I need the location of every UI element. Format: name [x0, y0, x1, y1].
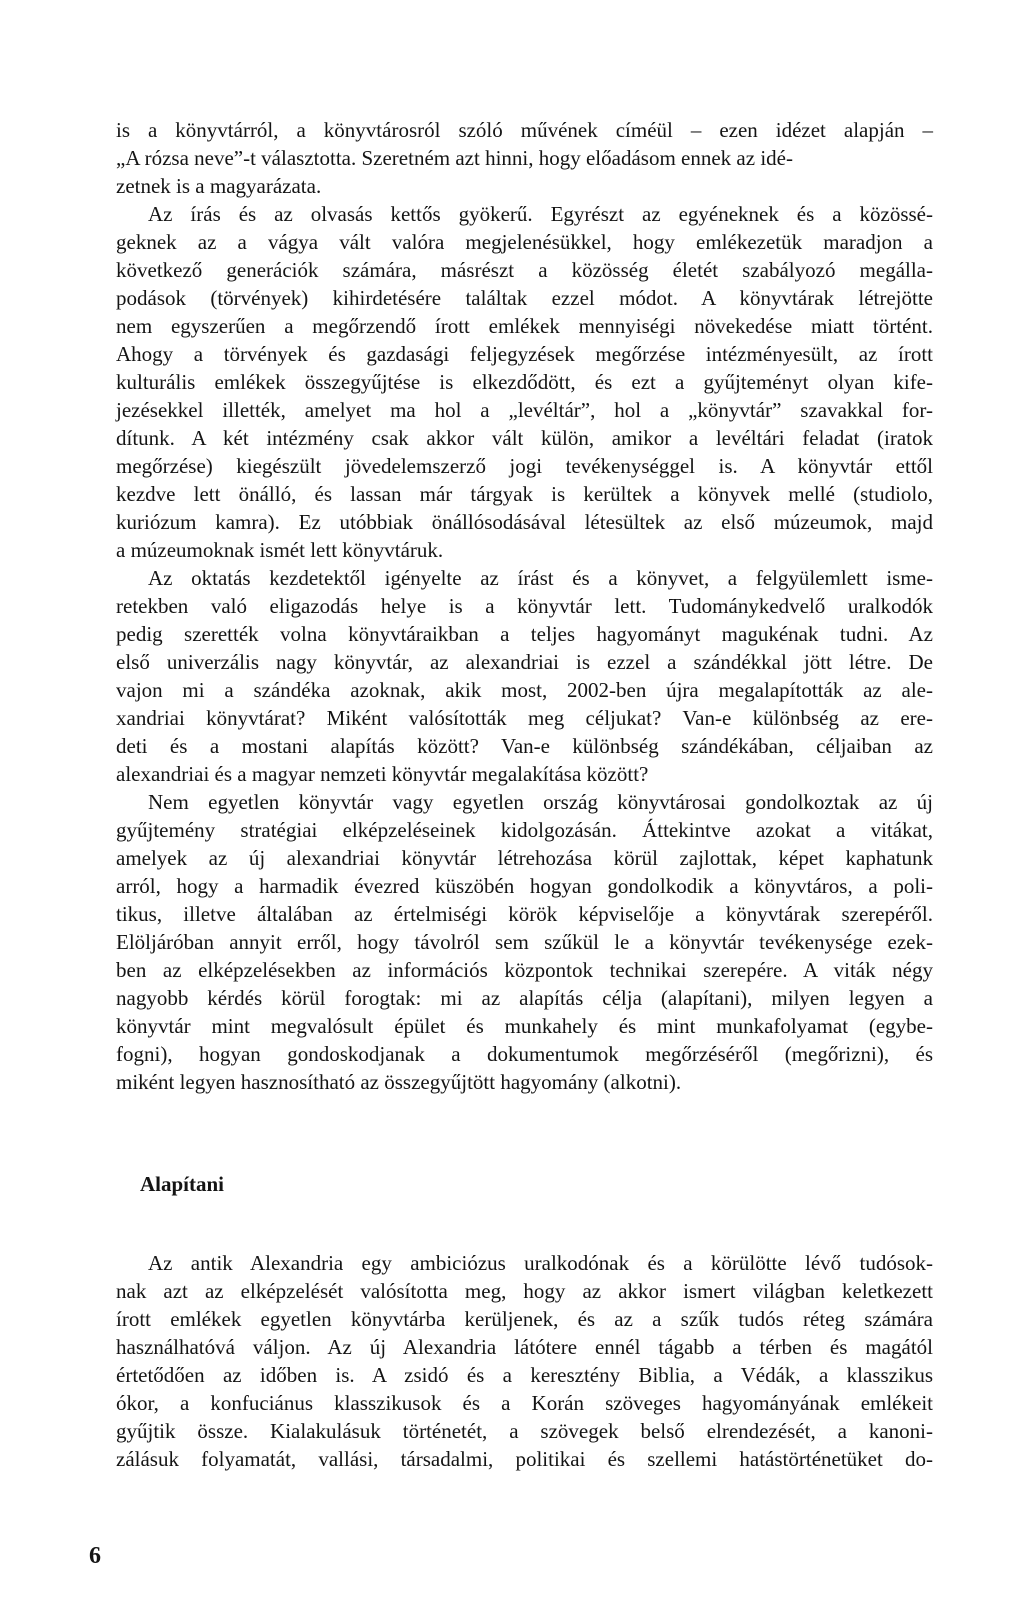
text-line: megőrzése) kiegészült jövedelemszerző jogi tevékenységgel is. A könyvtár ettől	[116, 454, 933, 478]
text-line: is a könyvtárról, a könyvtárosról szóló művének címéül – ezen idézet alapján –	[116, 118, 933, 142]
text-line: vajon mi a szándéka azoknak, akik most, 2002-ben újra megalapították az ale-	[116, 678, 933, 702]
text-line: könyvtár mint megvalósult épület és munkahely és mint munkafolyamat (egybe-	[116, 1014, 933, 1038]
text-line: Az oktatás kezdetektől igényelte az írást és a könyvet, a felgyülemlett isme-	[148, 566, 933, 590]
section-heading: Alapítani	[140, 1172, 225, 1196]
text-line: fogni), hogyan gondoskodjanak a dokumentumok megőrzéséről (megőrizni), és	[116, 1042, 933, 1066]
text-line: zetnek is a magyarázata.	[116, 174, 322, 198]
text-line: zálásuk folyamatát, vallási, társadalmi, politikai és szellemi hatástörténetüket do-	[116, 1447, 933, 1471]
text-line: Az írás és az olvasás kettős gyökerű. Egyrészt az egyéneknek és a közössé-	[148, 202, 933, 226]
text-line: xandriai könyvtárat? Miként valósították meg céljukat? Van-e különbség az ere-	[116, 706, 933, 730]
text-line: a múzeumoknak ismét lett könyvtáruk.	[116, 538, 444, 562]
text-line: arról, hogy a harmadik évezred küszöbén hogyan gondolkodik a könyvtáros, a poli-	[116, 874, 933, 898]
text-line: retekben való eligazodás helye is a könyvtár lett. Tudománykedvelő uralkodók	[116, 594, 933, 618]
text-line: deti és a mostani alapítás között? Van-e különbség szándékában, céljaiban az	[116, 734, 933, 758]
text-line: gyűjtemény stratégiai elképzeléseinek kidolgozásán. Áttekintve azokat a vitákat,	[116, 818, 933, 842]
text-line: értetődően az időben is. A zsidó és a keresztény Biblia, a Védák, a klasszikus	[116, 1363, 933, 1387]
text-line: Az antik Alexandria egy ambiciózus uralkodónak és a körülötte lévő tudósok-	[148, 1251, 933, 1275]
page-number: 6	[89, 1543, 101, 1569]
text-line: pedig szerették volna könyvtáraikban a teljes hagyományt magukénak tudni. Az	[116, 622, 933, 646]
text-line: nak azt az elképzelését valósította meg, hogy az akkor ismert világban keletkezett	[116, 1279, 933, 1303]
text-line: „A rózsa neve”-t választotta. Szeretném azt hinni, hogy előadásom ennek az idé-	[116, 146, 793, 170]
text-line: jezésekkel illették, amelyet ma hol a „levéltár”, hol a „könyvtár” szavakkal for-	[116, 398, 933, 422]
text-line: miként legyen hasznosítható az összegyűjtött hagyomány (alkotni).	[116, 1070, 682, 1094]
text-line: kezdve lett önálló, és lassan már tárgyak is kerültek a könyvek mellé (studiolo,	[116, 482, 933, 506]
text-line: következő generációk számára, másrészt a közösség életét szabályozó megálla-	[116, 258, 933, 282]
text-line: tikus, illetve általában az értelmiségi körök képviselője a könyvtárak szerepéről.	[116, 902, 933, 926]
text-line: nem egyszerűen a megőrzendő írott emlékek mennyiségi növekedése miatt történt.	[116, 314, 933, 338]
text-line: geknek az a vágya vált valóra megjelenésükkel, hogy emlékezetük maradjon a	[116, 230, 933, 254]
text-line: Elöljáróban annyit erről, hogy távolról sem szűkül le a könyvtár tevékenysége ezek-	[116, 930, 933, 954]
text-line: használhatóvá váljon. Az új Alexandria látótere ennél tágabb a térben és magától	[116, 1335, 933, 1359]
text-line: gyűjtik össze. Kialakulásuk történetét, a szövegek belső elrendezését, a kanoni-	[116, 1419, 933, 1443]
text-line: ben az elképzelésekben az információs központok technikai szerepére. A viták négy	[116, 958, 933, 982]
text-line: ókor, a konfuciánus klasszikusok és a Korán szöveges hagyományának emlékeit	[116, 1391, 933, 1415]
text-line: amelyek az új alexandriai könyvtár létrehozása körül zajlottak, képet kaphatunk	[116, 846, 933, 870]
text-line: Nem egyetlen könyvtár vagy egyetlen ország könyvtárosai gondolkoztak az új	[148, 790, 933, 814]
text-line: Ahogy a törvények és gazdasági feljegyzések megőrzése intézményesült, az írott	[116, 342, 933, 366]
text-line: podások (törvények) kihirdetésére találtak ezzel módot. A könyvtárak létrejötte	[116, 286, 933, 310]
text-line: dítunk. A két intézmény csak akkor vált külön, amikor a levéltári feladat (iratok	[116, 426, 933, 450]
text-line: írott emlékek egyetlen könyvtárba kerüljenek, és az a szűk tudós réteg számára	[116, 1307, 933, 1331]
text-line: nagyobb kérdés körül forogtak: mi az alapítás célja (alapítani), milyen legyen a	[116, 986, 933, 1010]
text-line: alexandriai és a magyar nemzeti könyvtár megalakítása között?	[116, 762, 649, 786]
text-line: első univerzális nagy könyvtár, az alexandriai is ezzel a szándékkal jött létre. De	[116, 650, 933, 674]
text-line: kulturális emlékek összegyűjtése is elkezdődött, és ezt a gyűjteményt olyan kife-	[116, 370, 933, 394]
text-line: kuriózum kamra). Ez utóbbiak önállósodásával létesültek az első múzeumok, majd	[116, 510, 933, 534]
